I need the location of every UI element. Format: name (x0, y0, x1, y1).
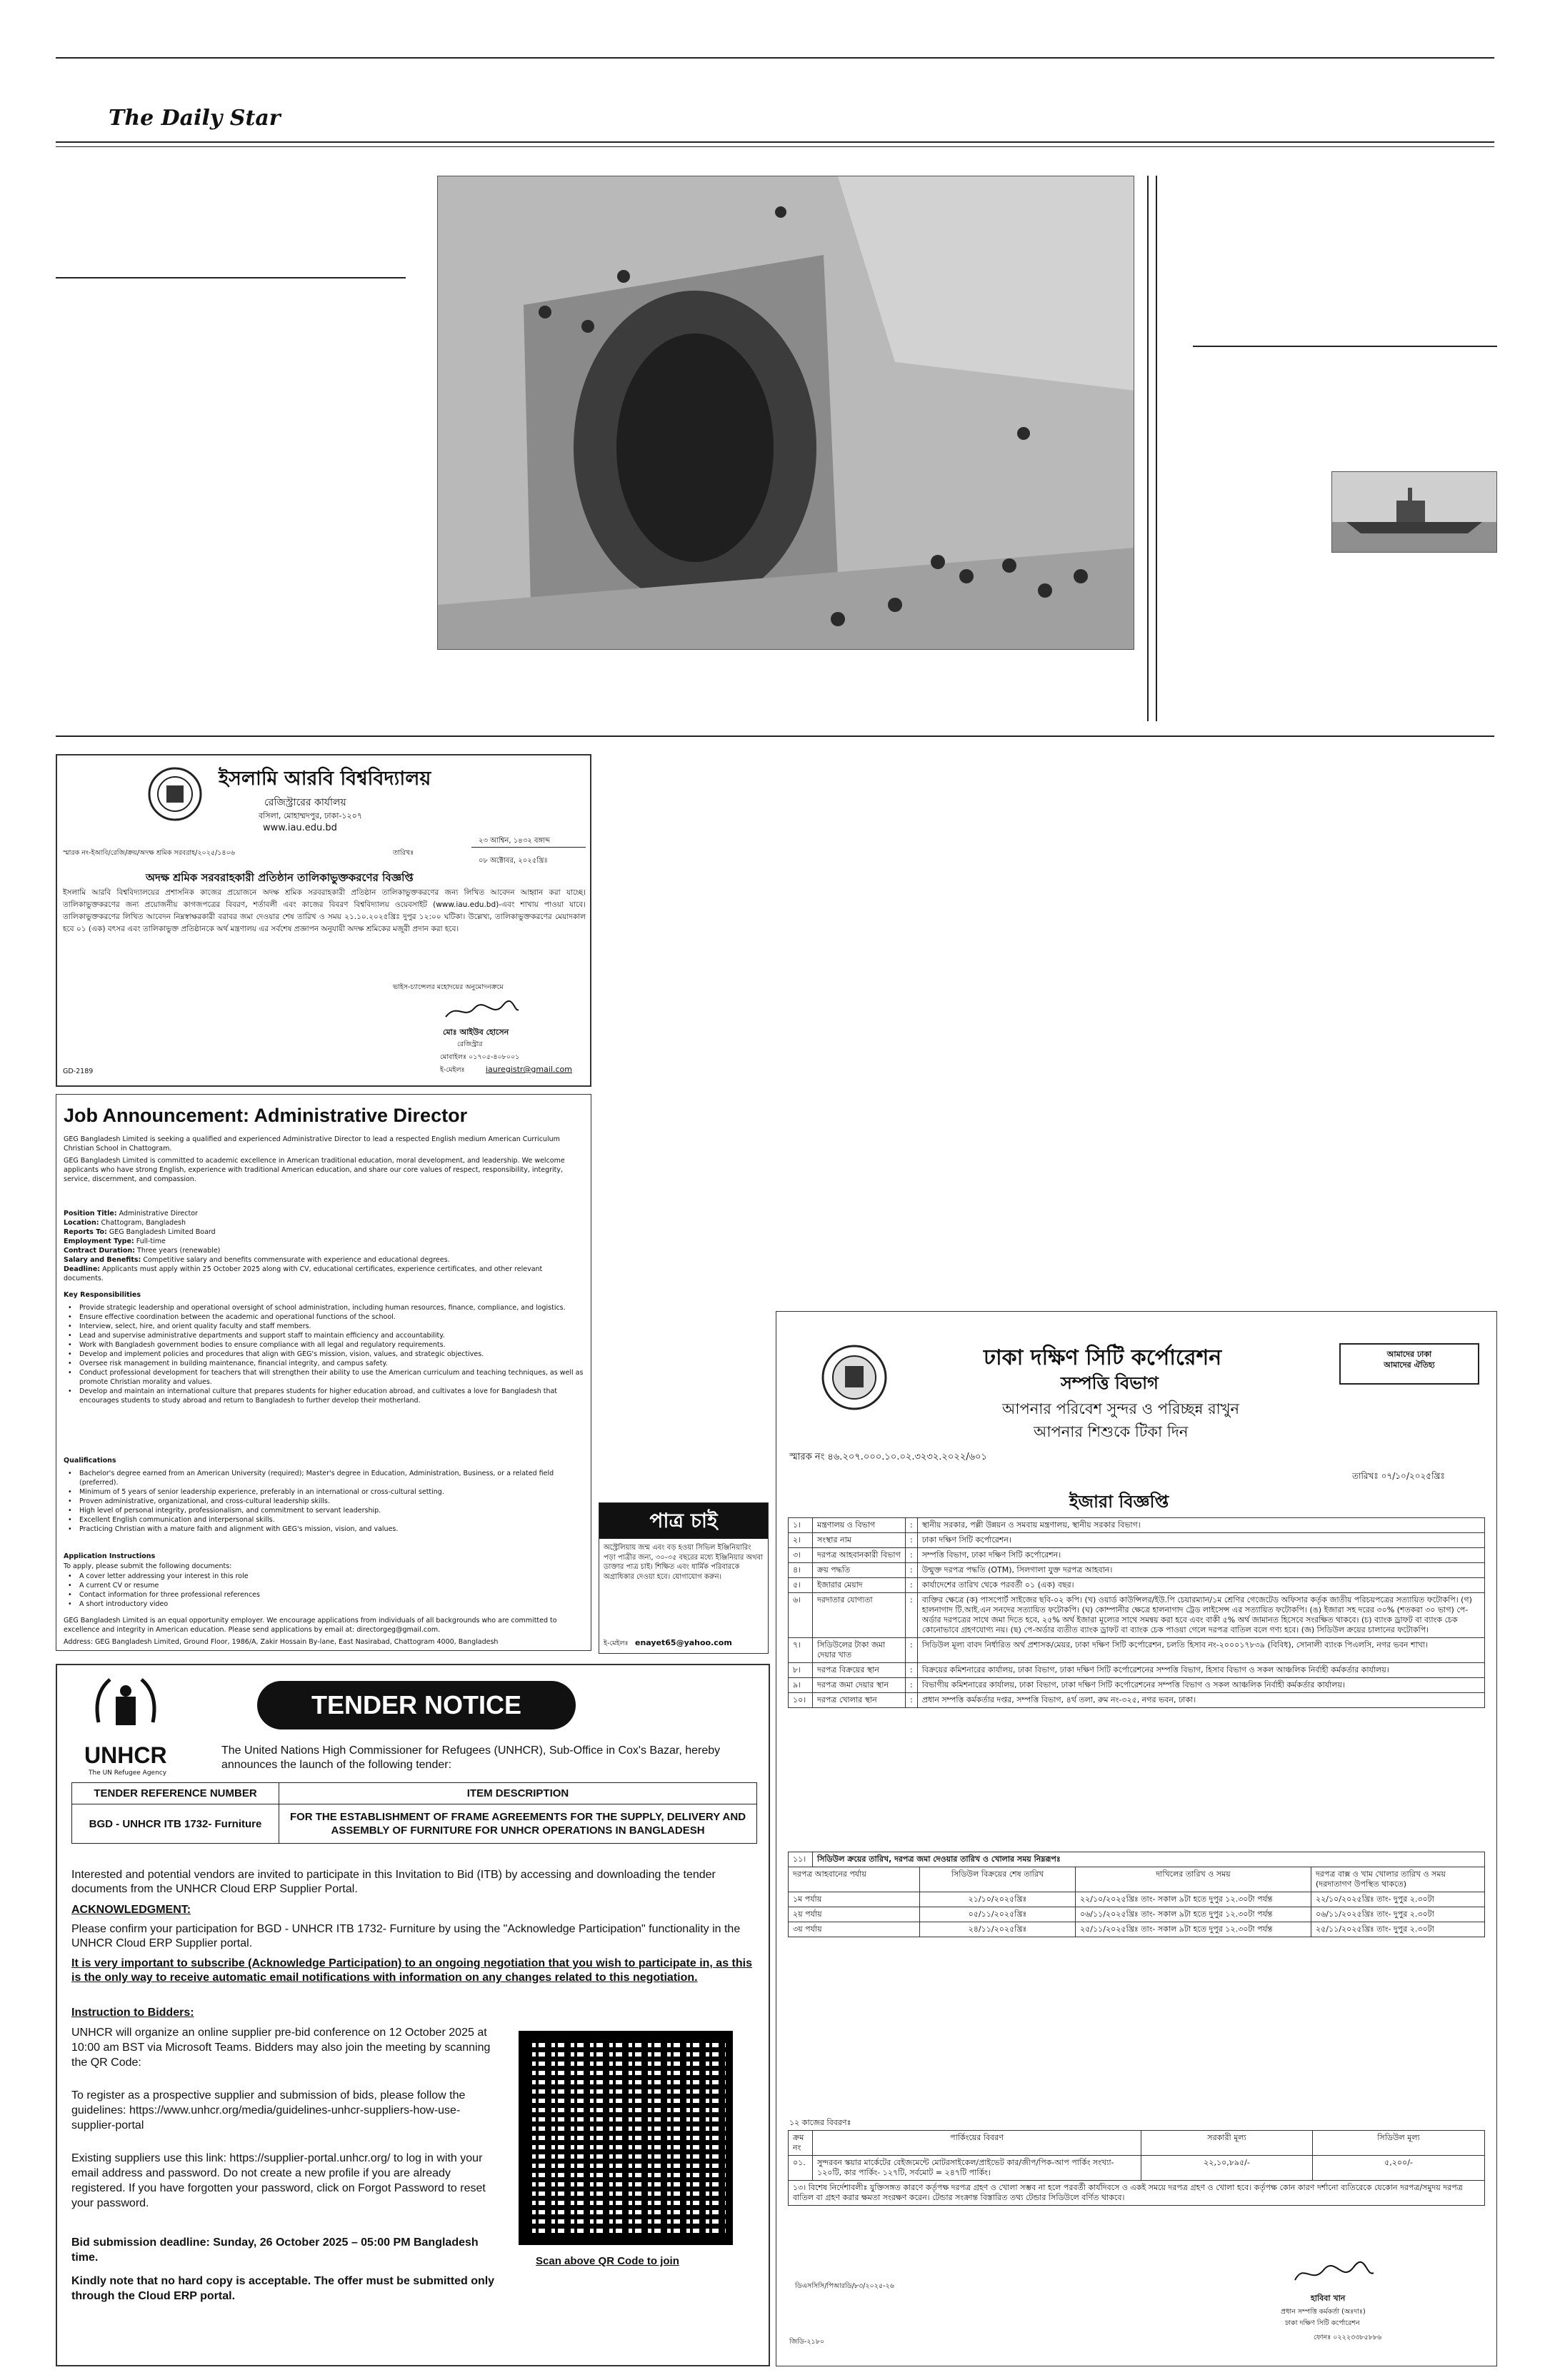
job-qualification-item: • Practicing Christian with a mature faith and alignment with GEG's mission, vision, and values. (64, 1525, 584, 1534)
dscc-sched-sale: ০৫/১১/২০২৫খ্রিঃ (920, 1907, 1076, 1922)
dscc-row-12: ১২ কাজের বিবরণঃ (789, 2118, 851, 2127)
dscc-row-colon: : (906, 1638, 918, 1663)
photo-tunnel-inner (616, 333, 774, 562)
dscc-sched-phase: ২য় পর্যায় (789, 1907, 920, 1922)
job-advert (56, 1094, 591, 1651)
dscc-row-colon: : (906, 1678, 918, 1693)
iau-ref: GD-2189 (63, 1068, 94, 1075)
job-detail-key: Reports To: (64, 1228, 107, 1236)
dscc-info-row (789, 1563, 1485, 1578)
iau-date-bangla: ২৩ আশ্বিন, ১৪৩২ বঙ্গাব্দ (479, 837, 551, 845)
dscc-sched-submit: ২৫/১১/২০২৫খ্রিঃ তাং- সকাল ৯টা হতে দুপুর ১২.৩০টা পর্যন্ত (1076, 1922, 1311, 1937)
right-divider-1 (1147, 176, 1149, 721)
iau-advert (56, 754, 591, 1087)
patro-title: পাত্র চাই (599, 1503, 768, 1539)
job-detail-key: Location: (64, 1219, 99, 1227)
job-detail-row (64, 1246, 584, 1255)
dscc-schedule-table (788, 1852, 1485, 1937)
unhcr-tender-desc: FOR THE ESTABLISHMENT OF FRAME AGREEMENTS FOR THE SUPPLY, DELIVERY AND ASSEMBLY OF FURNITURE FOR UNHCR OPERATIONS IN BANGLADESH (279, 1804, 757, 1844)
dscc-info-table (788, 1517, 1485, 1708)
dscc-schedule-row (789, 1907, 1485, 1922)
dscc-row-key: দরদাতার যোগ্যতা (813, 1593, 906, 1638)
job-apply-heading: Application Instructions (64, 1552, 156, 1560)
dscc-row-colon: : (906, 1533, 918, 1548)
unhcr-instr-heading: Instruction to Bidders: (71, 2007, 194, 2019)
dscc-slogan-1: আপনার পরিবেশ সুন্দর ও পরিচ্ছন্ন রাখুন (1002, 1400, 1240, 1417)
dscc-info-row (789, 1548, 1485, 1563)
unhcr-instr-1: UNHCR will organize an online supplier pre-bid conference on 12 October 2025 at 10:00 am BST via Microsoft Teams. Bidders may also join the meeting by scanning the QR Code: (71, 2027, 491, 2069)
dscc-sched-header-phase: দরপত্র আহবানের পর্যায় (789, 1867, 920, 1892)
dscc-signature-icon (1291, 2259, 1376, 2290)
dscc-badge-line-2: আমাদের ঐতিহ্য (1384, 1360, 1435, 1370)
dscc-footer-ref: ডিএসসিসি/পিআরডি/৮৩/২০২৫-২৬ (795, 2282, 894, 2290)
job-responsibility-item: • Interview, select, hire, and orient quality faculty and staff members. (64, 1322, 584, 1331)
iau-website[interactable]: www.iau.edu.bd (263, 823, 337, 833)
iau-name: ইসলামি আরবি বিশ্ববিদ্যালয় (219, 768, 431, 790)
dscc-dept: সম্পত্তি বিভাগ (1061, 1373, 1159, 1393)
job-resp-heading: Key Responsibilities (64, 1291, 141, 1299)
dscc-row-num: ১। (789, 1518, 813, 1533)
dscc-slogan-2: আপনার শিশুকে টিকা দিন (1034, 1423, 1189, 1440)
iau-office: রেজিস্ট্রারের কার্যালয় (264, 797, 346, 808)
job-apply-item: • A short introductory video (64, 1600, 584, 1609)
job-title: Job Announcement: Administrative Director (64, 1105, 468, 1126)
job-details (64, 1209, 584, 1283)
dscc-row-colon: : (906, 1548, 918, 1563)
dscc-row-key: মন্ত্রণালয় ও বিভাগ (813, 1518, 906, 1533)
job-detail-value: GEG Bangladesh Limited Board (109, 1228, 216, 1236)
job-qualification-item: • Proven administrative, organizational, and cross-cultural leadership skills. (64, 1497, 584, 1506)
masthead-rule-thin (56, 146, 1494, 147)
dscc-work-desc: সুন্দরবন স্কয়ার মার্কেটের বেইজমেন্টে মোটরসাইকেল/প্রাইভেট কার/জীপ/পিক-আপ পার্কিং সংখ্যা- ১২০টি, কার পার্কিং- ১২৭টি, সর্বমোট = ২৪৭টি পার্কিং। (813, 2156, 1141, 2181)
dscc-row-num: ৫। (789, 1578, 813, 1593)
dscc-row-colon: : (906, 1593, 918, 1638)
dscc-sched-header-sale: সিডিউল বিক্রয়ের শেষ তারিখ (920, 1867, 1076, 1892)
patro-email[interactable]: enayet65@yahoo.com (635, 1638, 732, 1647)
job-detail-key: Deadline: (64, 1265, 101, 1273)
dscc-signer-title: প্রধান সম্পত্তি কর্মকর্তা (অঃদাঃ) (1281, 2308, 1366, 2316)
dscc-work-header-row (789, 2131, 1485, 2156)
job-detail-row (64, 1255, 584, 1265)
dscc-row-key: ক্রয় পদ্ধতি (813, 1563, 906, 1578)
dscc-row-colon: : (906, 1563, 918, 1578)
job-responsibilities (64, 1303, 584, 1405)
unhcr-important: It is very important to subscribe (Acknowledge Participation) to an ongoing negotiation that you wish to participate in, as this is the only way to receive automatic email notifications with information on any changes related to this negotiation. (71, 1957, 752, 1984)
dscc-row-num: ৮। (789, 1663, 813, 1678)
job-apply-items (64, 1572, 584, 1609)
dscc-row-key: সংস্থার নাম (813, 1533, 906, 1548)
job-intro-2: GEG Bangladesh Limited is committed to academic excellence in American traditional education, moral development, and leadership. We welcome applicants who have strong English, experience with traditional American education, and share our core values of respect, responsibility, integrity, service, discernment, and compassion. (64, 1157, 565, 1183)
dscc-work-header-price: সরকারী মূল্য (1141, 2131, 1313, 2156)
unhcr-col-1-header: TENDER REFERENCE NUMBER (72, 1783, 279, 1804)
dscc-sched-open: ২৫/১১/২০২৫খ্রিঃ তাং- দুপুর ২.৩০টা (1311, 1922, 1485, 1937)
dscc-sched-submit: ২২/১০/২০২৫খ্রিঃ তাং- সকাল ৯টা হতে দুপুর ১২.৩০টা পর্যন্ত (1076, 1892, 1311, 1907)
dscc-work-header-desc: পার্কিংয়ের বিবরণ (813, 2131, 1141, 2156)
dscc-work-header-num: ক্রম নং (789, 2131, 813, 2156)
job-qualification-item: • High level of personal integrity, professionalism, and commitment to servant leadership. (64, 1506, 584, 1515)
job-responsibility-item: • Provide strategic leadership and operational oversight of school administration, including human resources, finance, compliance, and logistics. (64, 1303, 584, 1312)
dscc-row-value: স্থানীয় সরকার, পল্লী উন্নয়ন ও সমবায় মন্ত্রণালয়, স্থানীয় সরকার বিভাগ। (917, 1518, 1484, 1533)
dscc-info-row (789, 1693, 1485, 1708)
job-qualification-item: • Minimum of 5 years of senior leadership experience, preferably in an international or cross-cultural setting. (64, 1487, 584, 1497)
dscc-info-row (789, 1593, 1485, 1638)
dscc-info-row (789, 1533, 1485, 1548)
dscc-row-colon: : (906, 1693, 918, 1708)
dscc-row-key: সিডিউলের টাকা জমা দেয়ার খাত (813, 1638, 906, 1663)
dscc-row-colon: : (906, 1578, 918, 1593)
section-rule (56, 735, 1494, 737)
iau-signer: মোঃ আইউব হোসেন (443, 1028, 509, 1037)
unhcr-intro: The United Nations High Commissioner for Refugees (UNHCR), Sub-Office in Cox's Bazar, hereby announces the launch of the following tender: (221, 1744, 721, 1771)
job-responsibility-item: • Ensure effective coordination between the academic and operational functions of the school. (64, 1312, 584, 1322)
unhcr-logo-text: UNHCR (84, 1742, 167, 1768)
dscc-sched-open: ২২/১০/২০২৫খ্রিঃ তাং- দুপুর ২.৩০টা (1311, 1892, 1485, 1907)
job-detail-value: Applicants must apply within 25 October 2025 along with CV, educational certificates, experience certificates, and other relevant documents. (64, 1265, 543, 1282)
dscc-work-table (788, 2130, 1485, 2206)
dscc-work-header-sched: সিডিউল মূল্য (1313, 2131, 1485, 2156)
dscc-row-13: ১৩। বিশেষ নির্দেশাবলীঃ যুক্তিসঙ্গত কারণে কর্তৃপক্ষ দরপত্র গ্রহণ ও খোলা সম্ভব না হলে পরবর্তী কার্যদিবসে ও একই সময়ে দরপত্র গ্রহণ ও খোলা হবে। কর্তৃপক্ষ কোন কারণ দর্শানো ব্যতিরেকে যেকোন দরপত্র/সমুদয় দরপত্র বাতিল বা গ্রহণ করার ক্ষমতা সংরক্ষণ করেন। টেন্ডার সংক্রান্ত বিস্তারিত তথ্য টেন্ডার সিডিউলে বর্ণিত থাকবে। (789, 2181, 1485, 2206)
job-detail-row (64, 1218, 584, 1227)
job-detail-value: Administrative Director (119, 1210, 198, 1217)
dscc-row-key: দরপত্র খোলার স্থান (813, 1693, 906, 1708)
dscc-row-num: ৪। (789, 1563, 813, 1578)
dscc-row-11-text: সিডিউল ক্রয়ের তারিখ, দরপত্র জমা দেওয়ার তারিখ ও খোলার সময় নিম্নরূপঃ (813, 1852, 1485, 1867)
dscc-info-row (789, 1578, 1485, 1593)
dscc-work-sched: ৫,২০০/- (1313, 2156, 1485, 2181)
dscc-row-value: ব্যক্তির ক্ষেত্রে (ক) পাসপোর্ট সাইজের ছবি-০২ কপি। (খ) ওয়ার্ড কাউন্সিলর/ইউ.পি চেয়ারম্যান/১ম শ্রেণির গেজেটেড অফিসার কর্তৃক জাতীয় পরিচয়পত্রের সত্যায়িত ফটোকপি। (গ) হালনাগাদ টি.আই.এন সনদের সত্যায়িত ফটোকপি। (ঘ) কোম্পানীর ক্ষেত্রে হালনাগাদ ট্রেড লাইসেন্স এর সত্যায়িত ফটোকপি। (ঙ) ইজারা সহ দরের ৩০% (শতকরা ৩০ ভাগ) পে-অর্ডার দরপত্রের সাথে জমা দিতে হবে, ২৫% অর্থ ইজারা মূল্যের সাথে সমন্বয় করা হবে এবং বাকী ৫% অর্থ জামানত হিসেবে সংরক্ষিত থাকবে। (চ) ব্যাংক ড্রাফট বা ব্যাংক চেক কোনোভাবে গ্রহণযোগ্য নয়। (ছ) পে-অর্ডার ব্যতীত ব্যাংক ড্রাফট বা ব্যাংক চেক পাওয়া গেলে দরপত্র বাতিল বলে গণ্য হবে। (জ) সিডিউল ক্রয়ের চালানের ফটোকপি। (917, 1593, 1484, 1638)
dscc-row-key: ইজারার মেয়াদ (813, 1578, 906, 1593)
job-equal-opp: GEG Bangladesh Limited is an equal opportunity employer. We encourage applications from individuals of all backgrounds who are committed to excellence and integrity in American education. Please send applications by email at: directorgeg@gmail.com. (64, 1617, 557, 1634)
dscc-badge (1339, 1343, 1479, 1385)
dscc-schedule-row (789, 1922, 1485, 1937)
unhcr-ack-body: Please confirm your participation for BGD - UNHCR ITB 1732- Furniture by using the "Acknowledge Participation" functionality in the UNHCR Cloud ERP Supplier portal. (71, 1923, 741, 1949)
dscc-row-num: ৯। (789, 1678, 813, 1693)
dscc-row-value: সিডিউল মূল্য বাবদ নির্ধারিত অর্থ প্রশাসক/মেয়র, ঢাকা দক্ষিণ সিটি কর্পোরেশন, চলতি হিসাব নং-২০০০১৭৮৩৯ (বিবিধ), সোনালী ব্যাংক পিএলসি, নগর ভবন শাখা। (917, 1638, 1484, 1663)
dscc-row-colon: : (906, 1518, 918, 1533)
job-detail-row (64, 1237, 584, 1246)
dscc-badge-line-1: আমাদের ঢাকা (1386, 1350, 1432, 1359)
dscc-title: ঢাকা দক্ষিণ সিটি কর্পোরেশন (984, 1345, 1222, 1370)
dscc-work-num: ০১. (789, 2156, 813, 2181)
dscc-row-11-num: ১১। (789, 1852, 813, 1867)
dscc-row-num: ২। (789, 1533, 813, 1548)
ship-photo-art (1332, 472, 1497, 553)
job-detail-key: Contract Duration: (64, 1247, 136, 1255)
unhcr-tender-ref: BGD - UNHCR ITB 1732- Furniture (72, 1804, 279, 1844)
unhcr-qr-code[interactable] (519, 2031, 733, 2245)
unhcr-instr-3: Existing suppliers use this link: https://supplier-portal.unhcr.org/ to log in with your email address and password. Do not create a new profile if you are already registered. If you have forgotten your password, click on Forgot Password to reset your password. (71, 2152, 486, 2209)
iau-signer-title: রেজিস্ট্রার (457, 1040, 483, 1048)
dscc-signer: হাবিবা খান (1311, 2294, 1346, 2303)
job-detail-value: Chattogram, Bangladesh (101, 1219, 186, 1227)
patro-advert (599, 1502, 769, 1654)
patro-email-label: ই-মেইলঃ (604, 1640, 629, 1647)
iau-approval: ভাইস-চ্যান্সেলর মহোদয়ের অনুমোদনক্রমে (393, 983, 504, 991)
job-responsibility-item: • Conduct professional development for teachers that will strengthen their ability to use the American curriculum and teaching techniques, as well as promote Christian morality and values. (64, 1368, 584, 1387)
job-apply-item: • A current CV or resume (64, 1581, 584, 1590)
iau-memo: স্মারক নং-ইআবি/রেজি/ক্রয়/অদক্ষ শ্রমিক সরবরাহ/২০২৫/১৪০৬ (63, 849, 235, 857)
job-responsibility-item: • Work with Bangladesh government bodies to ensure compliance with all legal and regulatory requirements. (64, 1340, 584, 1350)
job-responsibility-item: • Develop and implement policies and procedures that align with GEG's mission, vision, values, and strategic objectives. (64, 1350, 584, 1359)
dscc-date: তারিখঃ ০৭/১০/২০২৫খ্রিঃ (1352, 1471, 1445, 1481)
iau-email[interactable]: iauregistr@gmail.com (486, 1065, 572, 1074)
iau-address: বসিলা, মোহাম্মদপুর, ঢাকা-১২০৭ (259, 811, 362, 820)
unhcr-deadline: Bid submission deadline: Sunday, 26 October 2025 – 05:00 PM Bangladesh time. (71, 2236, 479, 2264)
unhcr-qr-caption: Scan above QR Code to join (536, 2255, 679, 2267)
job-detail-row (64, 1227, 584, 1237)
dscc-heading: ইজারা বিজ্ঞপ্তি (1069, 1492, 1169, 1512)
right-divider-2 (1156, 176, 1157, 721)
job-qualification-item: • Bachelor's degree earned from an American University (required); Master's degree in Education, Administration, Business, or a related field (preferred). (64, 1469, 584, 1487)
dscc-row-num: ৭। (789, 1638, 813, 1663)
dscc-sched-header-open: দরপত্র বাক্স ও খাম খোলার তারিখ ও সময় (দরদাতাগণ উপস্থিত থাকতে) (1311, 1867, 1485, 1892)
job-detail-key: Position Title: (64, 1210, 117, 1217)
job-detail-value: Three years (renewable) (137, 1247, 221, 1255)
job-detail-key: Salary and Benefits: (64, 1256, 141, 1264)
job-detail-row (64, 1209, 584, 1218)
patro-body: অস্ট্রেলিয়ায় জন্ম এবং বড় হওয়া সিভিল ইঞ্জিনিয়ারিং পড়া পাত্রীর জন্য, ৩০-৩৫ বছরের মধ্যে ইঞ্জিনিয়ার অথবা ডাক্তার পাত্র চাই। শিক্ষিত এবং ধার্মিক পরিবারকে অগ্রাধিকার দেওয়া হবে। যোগাযোগ করুন। (604, 1544, 764, 1581)
dscc-row-key: দরপত্র আহবানকারী বিভাগ (813, 1548, 906, 1563)
dscc-sched-sale: ২১/১০/২০২৫খ্রিঃ (920, 1892, 1076, 1907)
masthead-rule (56, 141, 1494, 143)
unhcr-logo-sub: The UN Refugee Agency (89, 1769, 167, 1777)
dscc-advert (776, 1311, 1497, 2366)
iau-date-rule (471, 847, 586, 848)
dscc-row-num: ৬। (789, 1593, 813, 1638)
iau-heading: অদক্ষ শ্রমিক সরবরাহকারী প্রতিষ্ঠান তালিকাভুক্তকরণের বিজ্ঞপ্তি (146, 871, 414, 884)
job-responsibility-item: • Develop and maintain an international culture that prepares students for higher education abroad, and cultivates a love for Bangladesh that encourages students to study abroad and return to Bangladesh to further develop their motherland. (64, 1387, 584, 1405)
dscc-row-value: উন্মুক্ত দরপত্র পদ্ধতি (OTM), সিলগালা যুক্ত দরপত্র আহবান। (917, 1563, 1484, 1578)
dscc-sched-header-submit: দাখিলের তারিখ ও সময় (1076, 1867, 1311, 1892)
dscc-schedule-header-row (789, 1867, 1485, 1892)
unhcr-logo-icon (89, 1672, 163, 1744)
unhcr-advert (56, 1664, 770, 2366)
job-detail-value: Competitive salary and benefits commensurate with experience and educational degrees. (143, 1256, 450, 1264)
iau-mobile: মোবাইলঃ ০১৭০৫-৪০৮০০১ (440, 1053, 520, 1061)
dscc-row-num: ১০। (789, 1693, 813, 1708)
job-responsibility-item: • Oversee risk management in building maintenance, financial integrity, and campus safety. (64, 1359, 584, 1368)
job-detail-value: Full-time (136, 1237, 166, 1245)
masthead-title: The Daily Star (109, 106, 281, 131)
dscc-sched-sale: ২৪/১১/২০২৫খ্রিঃ (920, 1922, 1076, 1937)
dscc-sched-phase: ১ম পর্যায় (789, 1892, 920, 1907)
job-qual-heading: Qualifications (64, 1457, 116, 1465)
job-responsibility-item: • Lead and supervise administrative departments and support staff to maintain efficiency and accountability. (64, 1331, 584, 1340)
job-address: Address: GEG Bangladesh Limited, Ground Floor, 1986/A, Zakir Hossain By-lane, East Nasirabad, Chattogram 4000, Bangladesh (64, 1638, 499, 1646)
unhcr-note: Kindly note that no hard copy is acceptable. The offer must be submitted only through the Cloud ERP portal. (71, 2275, 495, 2302)
dscc-phone: ফোনঃ ০২২২৩৩৮৫৮৮৬ (1314, 2334, 1382, 2341)
iau-date-english: ০৮ অক্টোবর, ২০২৫খ্রিঃ (479, 857, 548, 865)
unhcr-instr-2: To register as a prospective supplier and submission of bids, please follow the guidelines: https://www.unhcr.org/media/guidelines-unhcr-suppliers-how-use-supplier-portal (71, 2089, 466, 2132)
dscc-info-row (789, 1518, 1485, 1533)
job-apply-item: • Contact information for three professional references (64, 1590, 584, 1600)
dscc-row-value: বিক্রয়ের কমিশনারের কার্যালয়, ঢাকা বিভাগ, ঢাকা দক্ষিণ সিটি কর্পোরেশনের সম্পত্তি বিভাগ, হিসাব বিভাগ ও সকল আঞ্চলিক নির্বাহী কর্মকর্তার কার্যালয়। (917, 1663, 1484, 1678)
dscc-info-row (789, 1638, 1485, 1663)
unhcr-col-2-header: ITEM DESCRIPTION (279, 1783, 757, 1804)
dscc-row-value: ঢাকা দক্ষিণ সিটি কর্পোরেশন। (917, 1533, 1484, 1548)
job-detail-row (64, 1265, 584, 1283)
top-rule (56, 57, 1494, 59)
unhcr-ack-heading: ACKNOWLEDGMENT: (71, 1904, 191, 1916)
dscc-row-num: ৩। (789, 1548, 813, 1563)
dscc-logo-icon (815, 1343, 894, 1412)
news-photo (437, 176, 1134, 650)
dscc-row-key: দরপত্র জমা দেয়ার স্থান (813, 1678, 906, 1693)
dscc-row-value: কার্যাদেশের তারিখ থেকে পরবর্তী ০১ (এক) বছর। (917, 1578, 1484, 1593)
unhcr-banner: TENDER NOTICE (257, 1681, 576, 1729)
dscc-sched-open: ০৬/১১/২০২৫খ্রিঃ তাং- দুপুর ২.৩০টা (1311, 1907, 1485, 1922)
job-qualifications (64, 1469, 584, 1534)
dscc-ref: জিডি-২১৮০ (789, 2338, 825, 2346)
left-column-rule (56, 277, 406, 278)
dscc-schedule-row (789, 1892, 1485, 1907)
iau-signature-icon (443, 998, 521, 1024)
iau-logo-icon (143, 765, 207, 823)
unhcr-invite: Interested and potential vendors are invited to participate in this Invitation to Bid (ITB) by accessing and downloading the tender documents from the UNHCR Cloud ERP Supplier Portal. (71, 1869, 716, 1895)
iau-date-label: তারিখঃ (393, 849, 414, 857)
dscc-info-row (789, 1663, 1485, 1678)
iau-email-label: ই-মেইলঃ (440, 1066, 465, 1074)
job-apply-item: • A cover letter addressing your interest in this role (64, 1572, 584, 1581)
dscc-sched-submit: ০৬/১১/২০২৫খ্রিঃ তাং- সকাল ৯টা হতে দুপুর ১২.৩০টা পর্যন্ত (1076, 1907, 1311, 1922)
dscc-sched-phase: ৩য় পর্যায় (789, 1922, 920, 1937)
job-apply-intro: To apply, please submit the following documents: (64, 1562, 232, 1570)
iau-body: ইসলামি আরবি বিশ্ববিদ্যালয়ের প্রশাসনিক কাজের প্রয়োজনে অদক্ষ শ্রমিক সরবরাহকারী প্রতিষ্ঠান তালিকাভুক্তকরণের জন্য লিখিত আবেদন আহ্বান করা যাচ্ছে। তালিকাভুক্তকরণের জন্য প্রয়োজনীয় কাগজপত্রের বিবরণ, শর্তাবলী এবং কাজের বিবরণ বিশ্ববিদ্যালয় ওয়েবসাইট (www.iau.edu.bd)-এবং শাখায় পাওয়া যাবে। তালিকাভুক্তকরণের লিখিত আবেদন নিম্নস্বাক্ষরকারী বরাবর জমা দেওয়ার শেষ তারিখ ও সময় ২১.১০.২০২৫খ্রিঃ দুপুর ১২:০০ ঘটিকা। উল্লেখ্য, তালিকাভুক্তকরণের মেয়াদকাল হবে ০১ (এক) বৎসর এবং তালিকাভুক্ত প্রতিষ্ঠানকে অর্থ মন্ত্রণালয় এর সর্বশেষ প্রজ্ঞাপন অনুযায়ী অদক্ষ শ্রমিকের মজুরী প্রদান করা হবে। (63, 888, 586, 933)
job-detail-key: Employment Type: (64, 1237, 134, 1245)
ship-photo (1331, 471, 1497, 553)
dscc-row-value: সম্পত্তি বিভাগ, ঢাকা দক্ষিণ সিটি কর্পোরেশন। (917, 1548, 1484, 1563)
dscc-row-colon: : (906, 1663, 918, 1678)
dscc-row-value: প্রধান সম্পত্তি কর্মকর্তার দপ্তর, সম্পত্তি বিভাগ, ৪র্থ তলা, রুম নং-৩২৫, নগর ভবন, ঢাকা। (917, 1693, 1484, 1708)
right-column-rule (1193, 346, 1497, 347)
dscc-row-value: বিভাগীয় কমিশনারের কার্যালয়, ঢাকা বিভাগ, ঢাকা দক্ষিণ সিটি কর্পোরেশনের সম্পত্তি বিভাগ ও সকল আঞ্চলিক নির্বাহী কর্মকর্তার কার্যালয়। (917, 1678, 1484, 1693)
dscc-signer-org: ঢাকা দক্ষিণ সিটি কর্পোরেশন (1285, 2319, 1360, 2327)
job-intro-1: GEG Bangladesh Limited is seeking a qualified and experienced Administrative Director to lead a respected English medium American Curriculum Christian School in Chattogram. (64, 1135, 560, 1153)
news-photo-art (438, 176, 1134, 650)
dscc-row-key: দরপত্র বিক্রয়ের স্থান (813, 1663, 906, 1678)
dscc-work-price: ২২,১০,৮৯৫/- (1141, 2156, 1313, 2181)
dscc-memo: স্মারক নং ৪৬.২০৭.০০০.১০.০২.৩২৩২.২০২২/৬০১ (789, 1452, 987, 1462)
dscc-work-row (789, 2156, 1485, 2181)
unhcr-tender-table (71, 1782, 757, 1844)
dscc-info-row (789, 1678, 1485, 1693)
job-qualification-item: • Excellent English communication and interpersonal skills. (64, 1515, 584, 1525)
